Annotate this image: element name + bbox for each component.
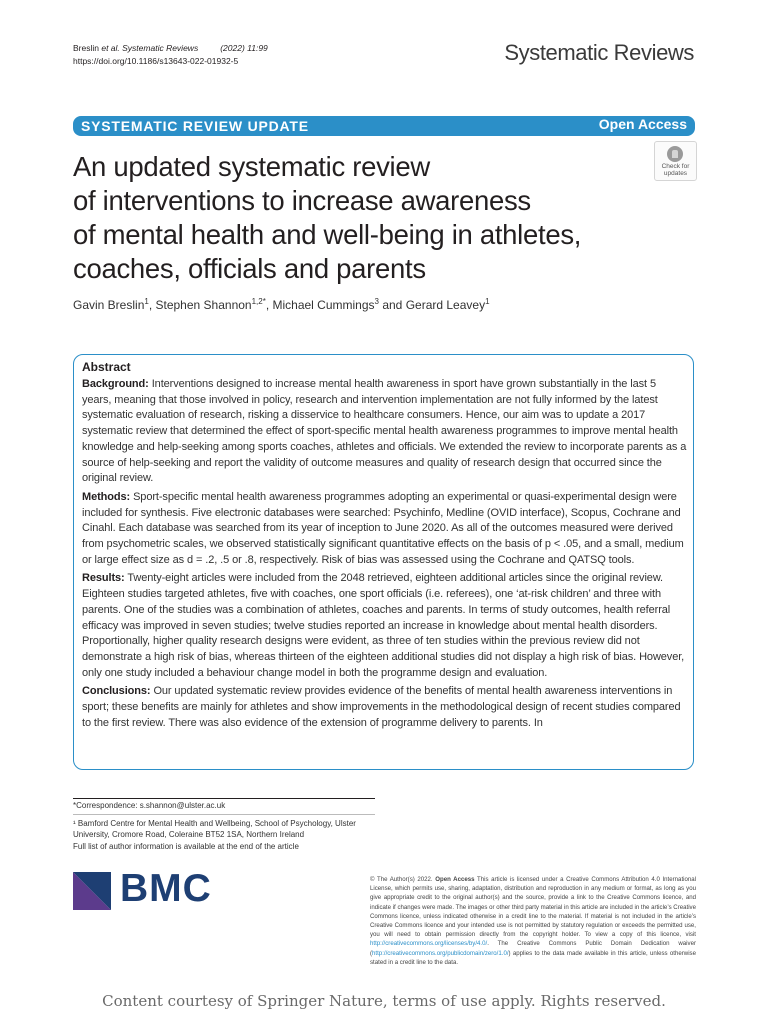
title-line-3: of mental health and well-being in athletes,	[73, 219, 582, 250]
article-type-banner	[73, 116, 695, 136]
affiliation-text: ¹ Bamford Centre for Mental Health and Wellbeing, School of Psychology, Ulster University, Cromore Road, Coleraine BT52 1SA, Northern Ireland	[73, 819, 356, 840]
title-line-2: of interventions to increase awareness	[73, 185, 531, 216]
footnote-divider	[73, 798, 375, 799]
affiliation-note	[73, 818, 383, 852]
methods-label: Methods:	[82, 490, 131, 503]
check-for-updates-button[interactable]	[654, 141, 697, 181]
background-label: Background:	[82, 378, 149, 390]
author-affiliation: 1	[144, 297, 149, 306]
article-type-label: SYSTEMATIC REVIEW UPDATE	[81, 118, 309, 134]
citation-header	[73, 42, 268, 68]
abstract-background: Background: Interventions designed to increase mental health awareness in sport have grown substantially in the last 5 years, meaning that those involved in policy, research and intervention implementation are not fully informed by the latest systematic evaluation of research, risking a disservice to healthcare consumers. Hence, our aim was to update a 2017 systematic review that determined the effect of sport-specific mental health awareness programmes to improve mental health knowledge and help-seeking among sports coaches, athletes and officials. We extended the review to incorporate parents as a source of help-seeking and report the validity of outcome measures and quality of research design that occurred since the original review.	[82, 378, 687, 485]
bmc-logo-text: BMC	[120, 867, 212, 910]
author-affiliation: 1,2*	[251, 297, 266, 306]
courtesy-notice: Content courtesy of Springer Nature, terms of use apply. Rights reserved.	[102, 992, 666, 1010]
bookmark-icon	[667, 146, 683, 162]
title-line-4: coaches, officials and parents	[73, 253, 426, 284]
bmc-logo-icon	[73, 872, 111, 910]
author-list: Gavin Breslin$^1$, Stephen Shannon$^{1,2*}$, Michael Cummings$^3$ and Gerard Leavey$^1$	[73, 297, 490, 312]
check-updates-line1: Check for	[661, 163, 690, 170]
citation-journal: Systematic Reviews	[119, 43, 199, 53]
abstract-conclusions: Conclusions: Our updated systematic review provides evidence of the benefits of mental health awareness interventions in sport; these benefits are mainly for athletes and show improvements in the methodological design of recent studies compared to the first review. There was also evidence of the extension of programme delivery to parents. In	[82, 685, 681, 729]
author-name[interactable]: Michael Cummings	[272, 298, 375, 312]
abstract-box	[73, 354, 694, 770]
footnote-divider	[73, 814, 375, 815]
journal-name: Systematic Reviews	[504, 40, 694, 65]
abstract-methods: Methods: Sport-specific mental health awareness programmes adopting an experimental or quasi-experimental design were included for synthesis. Five electronic databases were searched: Psychinfo, Medline (OVID interface), Scopus, Cochrane and Cinahl. Each database was searched from its year of inception to June 2020. As all of the outcomes measured were derived from psychometric scales, we observed statistically significant quantitative effects on the basis of p < .05, and a small, medium or large effect size as d = .2, .5 or .8, respectively. Risk of bias was assessed using the Cochrane and QATSQ tools.	[82, 490, 684, 566]
author-name[interactable]: Stephen Shannon	[155, 298, 252, 312]
correspondence-note: *Correspondence: s.shannon@ulster.ac.uk	[73, 801, 226, 810]
license-text: © The Author(s) 2022. Open Access This article is licensed under a Creative Commons Attribution 4.0 International License, which permits use, sharing, adaptation, distribution and reproduction in any medium or format, as long as you give appropriate credit to the original author(s) and the source, provide a link to the Creative Commons licence, and indicate if changes were made. The images or other third party material in this article are included in the article’s Creative Commons licence, unless indicated otherwise in a credit line to the material. If material is not included in the article’s Creative Commons licence and your intended use is not permitted by statutory regulation or exceeds the permitted use, you will need to obtain permission directly from the copyright holder. To view a copy of this licence, visit http://creativecommons.org/licenses/by/4.0/. The Creative Commons Public Domain Dedication waiver (http://creativecommons.org/publicdomain/zero/1.0/) applies to the data made available in this article, unless otherwise stated in a credit line to the data.	[370, 876, 697, 966]
full-author-info-text: Full list of author information is available at the end of the article	[73, 841, 299, 851]
article-title	[73, 150, 653, 286]
citation-year: (2022) 11:99	[220, 43, 268, 53]
check-updates-line2: updates	[663, 170, 688, 177]
author-name[interactable]: Gerard Leavey	[405, 298, 486, 312]
open-access-label: Open Access	[598, 116, 687, 132]
author-affiliation: 3	[374, 297, 379, 306]
conclusions-label: Conclusions:	[82, 685, 151, 698]
cc-zero-link[interactable]: http://creativecommons.org/publicdomain/zero/1.0/	[372, 949, 509, 957]
author-affiliation: 1	[485, 297, 490, 306]
citation-authors: Breslin	[73, 43, 102, 53]
title-line-1: An updated systematic review	[73, 151, 430, 182]
author-name[interactable]: Gavin Breslin	[73, 298, 145, 312]
abstract-results: Results: Twenty-eight articles were included from the 2048 retrieved, eighteen additional articles since the original review. Eighteen studies targeted athletes, five with coaches, one sport officials (i.e. referees), one ‘at-risk children’ and three with parents. One of the studies was a combination of athletes, coaches and parents. In terms of study outcomes, health referral efficacy was improved in seven studies; twelve studies reported an increase in knowledge about mental health disorders. Proportionally, higher quality research designs were evident, as three of ten studies within the previous review did not demonstrate a high risk of bias, whereas thirteen of the eighteen additional studies did not display a high risk of bias. However, only one study included a behaviour change model in both the programme design and evaluation.	[82, 572, 685, 679]
citation-etal: et al.	[101, 43, 120, 53]
doi-link[interactable]: https://doi.org/10.1186/s13643-022-01932-5	[73, 56, 239, 66]
cc-by-link[interactable]: http://creativecommons.org/licenses/by/4.0/	[370, 940, 488, 948]
results-label: Results:	[82, 572, 125, 585]
abstract-heading: Abstract	[82, 360, 131, 374]
